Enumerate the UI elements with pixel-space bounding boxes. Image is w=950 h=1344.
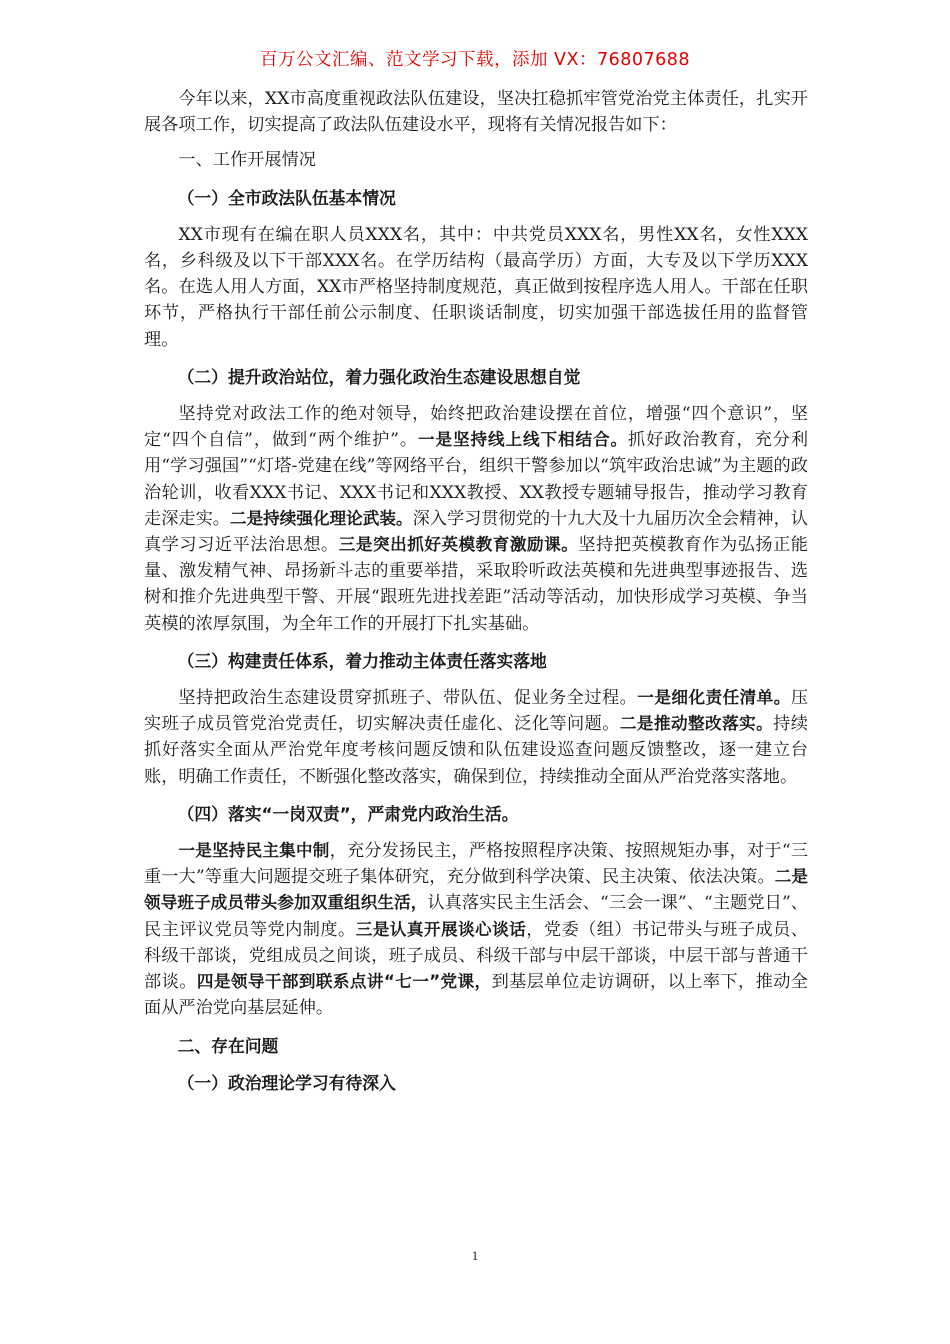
watermark-banner: 百万公文汇编、范文学习下载，添加 VX：76807688 [259, 50, 691, 70]
document-body [144, 86, 808, 1096]
section-1-sub-1-heading: （一）全市政法队伍基本情况 [177, 187, 396, 208]
section-1-sub-4-paragraph: 一是坚持民主集中制，充分发扬民主，严格按照程序决策、按照规矩办事，对于“三重一大”等重大问题提交班子集体研究，充分做到科学决策、民主决策、依法决策。二是领导班子成员带头参加双重组织生活，认真落实民主生活会、“三会一课”、“主题党日”、民主评议党员等党内制度。三是认真开展谈心谈话，党委（组）书记带头与班子成员、科级干部谈，党组成员之间谈，班子成员、科级干部与中层干部谈，中层干部与普通干部谈。四是领导干部到联系点讲“七一”党课，到基层单位走访调研，以上率下，推动全面从严治党向基层延伸。 [144, 841, 809, 1019]
page-number: 1 [471, 1248, 479, 1263]
section-1-sub-2-paragraph: 坚持党对政法工作的绝对领导，始终把政治建设摆在首位，增强“四个意识”，坚定“四个自信”，做到“两个维护”。一是坚持线上线下相结合。抓好政治教育，充分利用“学习强国”“灯塔-党建在线”等网络平台，组织干警参加以“筑牢政治忠诚”为主题的政治轮训，收看XXX书记、XXX书记和XXX教授、XX教授专题辅导报告，推动学习教育走深走实。二是持续强化理论武装。深入学习贯彻党的十九大及十九届历次全会精神，认真学习习近平法治思想。三是突出抓好英模教育激励课。坚持把英模教育作为弘扬正能量、激发精气神、昂扬新斗志的重要举措，采取聆听政法英模和先进典型事迹报告、选树和推介先进典型干警、开展“跟班先进找差距”活动等活动，加快形成学习英模、争当英模的浓厚氛围，为全年工作的开展打下扎实基础。 [144, 404, 809, 634]
section-2-sub-1-heading: （一）政治理论学习有待深入 [177, 1072, 396, 1093]
section-1-sub-4-heading: （四）落实“一岗双责”，严肃党内政治生活。 [177, 803, 519, 824]
section-2-heading: 二、存在问题 [177, 1035, 279, 1056]
section-1-sub-2-heading: （二）提升政治站位，着力强化政治生态建设思想自觉 [177, 366, 581, 387]
intro-paragraph: 今年以来，XX市高度重视政法队伍建设，坚决扛稳抓牢管党治党主体责任，扎实开展各项工作，切实提高了政法队伍建设水平，现将有关情况报告如下： [144, 89, 808, 136]
section-1-sub-1-paragraph: XX市现有在编在职人员XXX名，其中：中共党员XXX名，男性XX名，女性XXX名，乡科级及以下干部XXX名。在学历结构（最高学历）方面，大专及以下学历XXX名。在选人用人方面，XX市严格坚持制度规范，真正做到按程序选人用人。干部在任职环节，严格执行干部任前公示制度、任职谈话制度，切实加强干部选拔任用的监督管理。 [144, 224, 808, 350]
section-1-heading: 一、工作开展情况 [178, 150, 316, 171]
section-1-sub-3-heading: （三）构建责任体系，着力推动主体责任落实落地 [177, 650, 547, 671]
section-1-sub-3-paragraph: 坚持把政治生态建设贯穿抓班子、带队伍、促业务全过程。一是细化责任清单。压实班子成员管党治党责任，切实解决责任虚化、泛化等问题。二是推动整改落实。持续抓好落实全面从严治党年度考核问题反馈和队伍建设巡查问题反馈整改，逐一建立台账，明确工作责任，不断强化整改落实，确保到位，持续推动全面从严治党落实落地。 [144, 688, 809, 787]
